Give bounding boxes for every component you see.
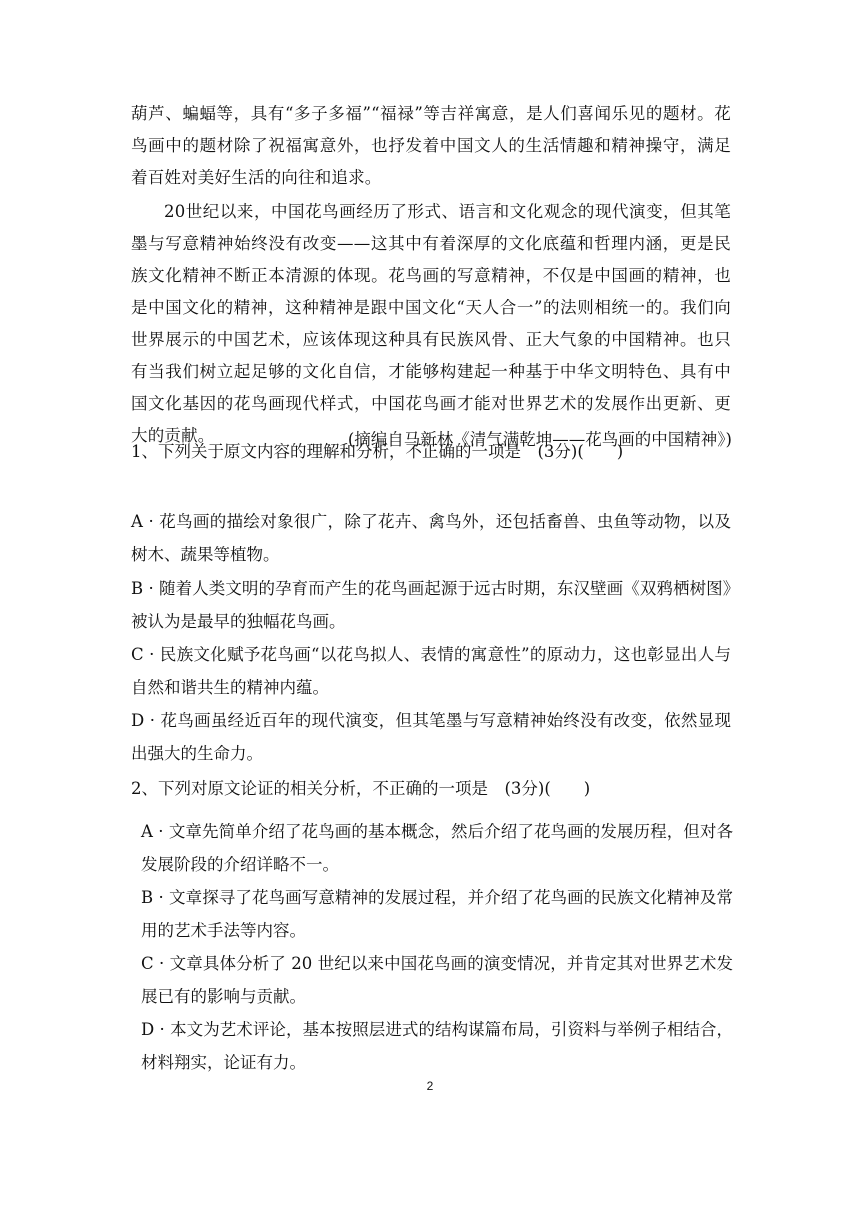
question-2-stem: 2、下列对原文论证的相关分析，不正确的一项是 (3分)( )	[131, 779, 591, 798]
question-1-option-d: D · 花鸟画虽经近百年的现代演变，但其笔墨与写意精神始终没有改变，依然显现出强大的生命力。	[131, 711, 731, 763]
question-2-option-d: D · 本文为艺术评论，基本按照层进式的结构谋篇布局，引资料与举例子相结合，材料翔实，论证有力。	[141, 1020, 733, 1072]
page-number: 2	[426, 1079, 434, 1093]
question-2-option-c: C · 文章具体分析了 20 世纪以来中国花鸟画的演变情况，并肯定其对世界艺术发展已有的影响与贡献。	[141, 954, 733, 1006]
question-2-option-a: A · 文章先简单介绍了花鸟画的基本概念，然后介绍了花鸟画的发展历程，但对各发展阶段的介绍详略不一。	[141, 822, 733, 874]
question-1-option-b: B · 随着人类文明的孕育而产生的花鸟画起源于远古时期，东汉壁画《双鸦栖树图》被认为是最早的独幅花鸟画。	[131, 579, 731, 631]
passage-paragraph-1: 葫芦、蝙蝠等，具有“多子多福”“福禄”等吉祥寓意，是人们喜闻乐见的题材。花鸟画中的题材除了祝福寓意外，也抒发着中国文人的生活情趣和精神操守，满足着百姓对美好生活的向往和追求。	[131, 104, 731, 187]
passage-source: (摘编自马新林《清气满乾坤——花鸟画的中国精神》)	[347, 430, 732, 449]
question-1-stem: 1、下列关于原文内容的理解和分析，不正确的一项是 (3分)( )	[131, 442, 624, 461]
question-1-option-a: A · 花鸟画的描绘对象很广，除了花卉、禽鸟外，还包括畜兽、虫鱼等动物，以及树木、蔬果等植物。	[131, 512, 731, 564]
passage-paragraph-2: 20世纪以来，中国花鸟画经历了形式、语言和文化观念的现代演变，但其笔墨与写意精神始终没有改变——这其中有着深厚的文化底蕴和哲理内涵，更是民族文化精神不断正本清源的体现。花鸟画的写意精神，不仅是中国画的精神，也是中国文化的精神，这种精神是跟中国文化“天人合一”的法则相统一的。我们向世界展示的中国艺术，应该体现这种具有民族风骨、正大气象的中国精神。也只有当我们树立起足够的文化自信，才能够构建起一种基于中华文明特色、具有中国文化基因的花鸟画现代样式，中国花鸟画才能对世界艺术的发展作出更新、更大的贡献。	[131, 202, 731, 445]
question-1-option-c: C · 民族文化赋予花鸟画“以花鸟拟人、表情的寓意性”的原动力，这也彰显出人与自然和谐共生的精神内蕴。	[131, 645, 731, 697]
question-2-option-b: B · 文章探寻了花鸟画写意精神的发展过程，并介绍了花鸟画的民族文化精神及常用的艺术手法等内容。	[141, 888, 733, 940]
